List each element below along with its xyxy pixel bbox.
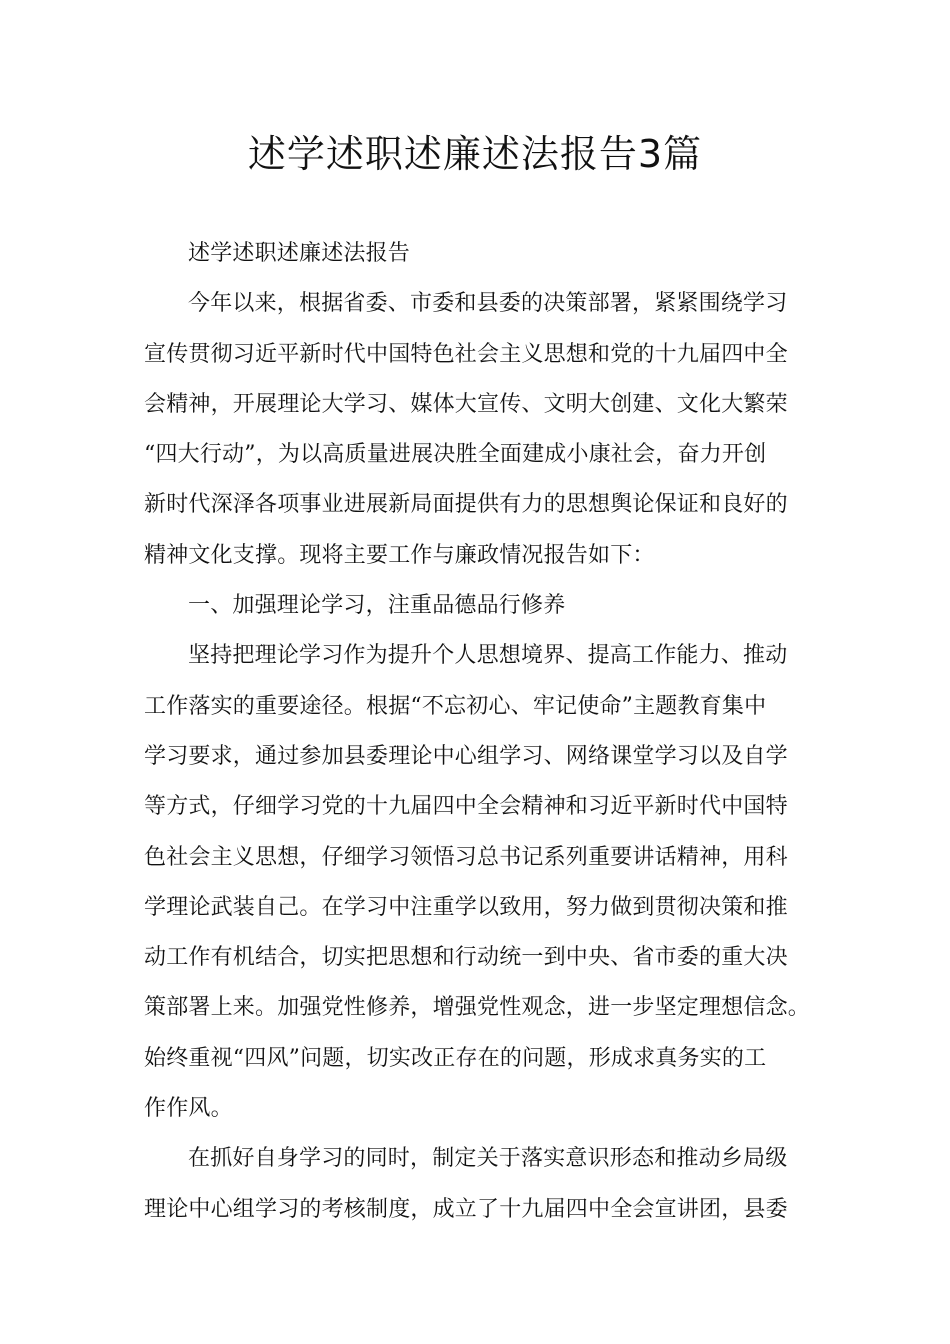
section-heading: 一、加强理论学习，注重品德品行修养 bbox=[188, 593, 566, 619]
paragraph-line: 学习要求，通过参加县委理论中心组学习、网络课堂学习以及自学 bbox=[144, 743, 788, 769]
subtitle-line: 述学述职述廉述法报告 bbox=[188, 241, 411, 266]
paragraph-line: 动工作有机结合，切实把思想和行动统一到中央、省市委的重大决 bbox=[144, 945, 788, 971]
paragraph-line: 作作风。 bbox=[144, 1096, 233, 1122]
paragraph-line: 理论中心组学习的考核制度，成立了十九届四中全会宣讲团，县委 bbox=[144, 1196, 788, 1222]
document-body bbox=[144, 229, 811, 1235]
paragraph-line: 会精神，开展理论大学习、媒体大宣传、文明大创建、文化大繁荣 bbox=[144, 391, 788, 417]
document-title: 述学述职述廉述法报告3篇 bbox=[247, 132, 703, 176]
paragraph-line: 精神文化支撑。现将主要工作与廉政情况报告如下： bbox=[144, 542, 655, 568]
paragraph-line: 宣传贯彻习近平新时代中国特色社会主义思想和党的十九届四中全 bbox=[144, 341, 788, 367]
paragraph-line: 始终重视“四风”问题，切实改正存在的问题，形成求真务实的工 bbox=[144, 1045, 767, 1071]
paragraph-line: 学理论武装自己。在学习中注重学以致用，努力做到贯彻决策和推 bbox=[144, 894, 788, 920]
paragraph-line: “四大行动”，为以高质量进展决胜全面建成小康社会，奋力开创 bbox=[144, 442, 767, 468]
paragraph-line: 等方式，仔细学习党的十九届四中全会精神和习近平新时代中国特 bbox=[144, 794, 788, 820]
paragraph-line: 在抓好自身学习的同时，制定关于落实意识形态和推动乡局级 bbox=[188, 1146, 788, 1172]
paragraph-line: 策部署上来。加强党性修养，增强党性观念，进一步坚定理想信念。 bbox=[144, 995, 811, 1021]
paragraph-line: 色社会主义思想，仔细学习领悟习总书记系列重要讲话精神，用科 bbox=[144, 844, 788, 870]
paragraph-line: 今年以来，根据省委、市委和县委的决策部署，紧紧围绕学习 bbox=[188, 291, 788, 317]
paragraph-line: 坚持把理论学习作为提升个人思想境界、提高工作能力、推动 bbox=[188, 643, 788, 669]
paragraph-line: 工作落实的重要途径。根据“不忘初心、牢记使命”主题教育集中 bbox=[144, 693, 767, 719]
paragraph-line: 新时代深泽各项事业进展新局面提供有力的思想舆论保证和良好的 bbox=[144, 492, 788, 518]
